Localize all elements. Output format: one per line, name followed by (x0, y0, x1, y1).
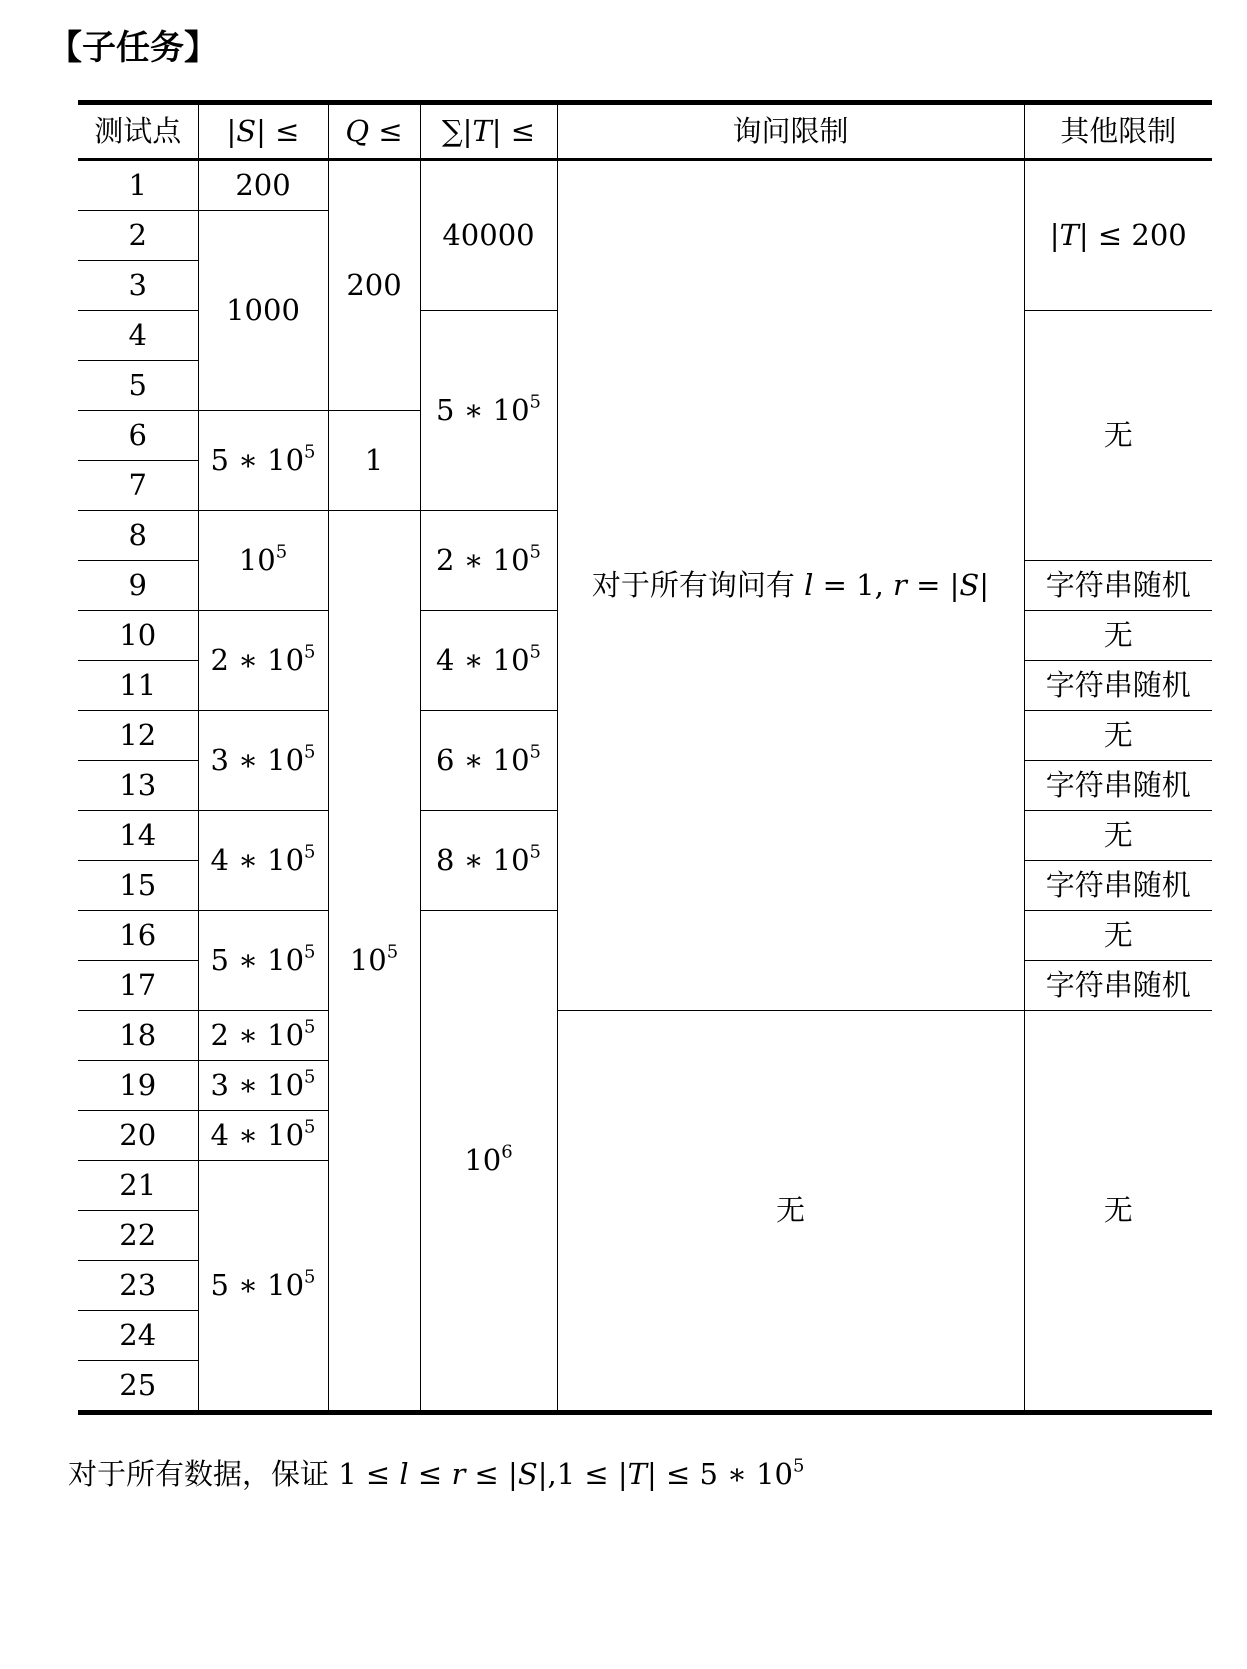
test-id: 13 (78, 761, 198, 811)
other-limit: 无 (1024, 611, 1212, 661)
other-limit: 字符串随机 (1024, 661, 1212, 711)
subtask-table (78, 100, 1212, 1415)
table-row (78, 1011, 1212, 1061)
other-limit: 字符串随机 (1024, 861, 1212, 911)
s-limit: 3 ∗ $10^5$ (198, 711, 328, 811)
other-limit: 无 (1024, 811, 1212, 861)
other-limit: 无 (1024, 711, 1212, 761)
q-limit: $10^5$ (328, 511, 420, 1413)
s-limit: 5 ∗ $10^5$ (198, 411, 328, 511)
other-limit: 字符串随机 (1024, 561, 1212, 611)
header-other-limit: 其他限制 (1024, 103, 1212, 160)
s-limit: 2 ∗ $10^5$ (198, 1011, 328, 1061)
test-id: 19 (78, 1061, 198, 1111)
s-limit: 5 ∗ $10^5$ (198, 1161, 328, 1413)
sum-t-limit: $10^6$ (420, 911, 557, 1413)
test-id: 1 (78, 160, 198, 211)
query-limit: 对于所有询问有 l = 1, r = |S| (557, 160, 1024, 1011)
s-limit: 2 ∗ $10^5$ (198, 611, 328, 711)
header-s-length: |S| ≤ (198, 103, 328, 160)
sum-t-limit: 8 ∗ $10^5$ (420, 811, 557, 911)
test-id: 10 (78, 611, 198, 661)
table-row (78, 160, 1212, 211)
other-limit: 字符串随机 (1024, 761, 1212, 811)
data-guarantee-note: 对于所有数据，保证 1 ≤ l ≤ r ≤ |S|,1 ≤ |T| ≤ 5 ∗ $10^5$ (68, 1455, 805, 1491)
test-id: 11 (78, 661, 198, 711)
test-id: 6 (78, 411, 198, 461)
header-row (78, 103, 1212, 160)
test-id: 14 (78, 811, 198, 861)
query-limit: 无 (557, 1011, 1024, 1413)
test-id: 21 (78, 1161, 198, 1211)
s-limit: $10^5$ (198, 511, 328, 611)
sum-t-limit: 4 ∗ $10^5$ (420, 611, 557, 711)
q-limit: 1 (328, 411, 420, 511)
other-limit: |T| ≤ 200 (1024, 160, 1212, 311)
test-id: 15 (78, 861, 198, 911)
section-title: 【子任务】 (48, 28, 218, 68)
test-id: 22 (78, 1211, 198, 1261)
test-id: 12 (78, 711, 198, 761)
sum-t-limit: 6 ∗ $10^5$ (420, 711, 557, 811)
other-limit: 无 (1024, 911, 1212, 961)
test-id: 24 (78, 1311, 198, 1361)
header-q: Q ≤ (328, 103, 420, 160)
other-limit: 无 (1024, 311, 1212, 561)
test-id: 8 (78, 511, 198, 561)
test-id: 2 (78, 211, 198, 261)
test-id: 25 (78, 1361, 198, 1413)
test-id: 3 (78, 261, 198, 311)
s-limit: 4 ∗ $10^5$ (198, 811, 328, 911)
test-id: 20 (78, 1111, 198, 1161)
s-limit: 4 ∗ $10^5$ (198, 1111, 328, 1161)
test-id: 23 (78, 1261, 198, 1311)
test-id: 7 (78, 461, 198, 511)
sum-t-limit: 40000 (420, 160, 557, 311)
other-limit: 无 (1024, 1011, 1212, 1413)
s-limit: 3 ∗ $10^5$ (198, 1061, 328, 1111)
s-limit: 5 ∗ $10^5$ (198, 911, 328, 1011)
s-limit: 200 (198, 160, 328, 211)
header-test: 测试点 (78, 103, 198, 160)
test-id: 18 (78, 1011, 198, 1061)
test-id: 16 (78, 911, 198, 961)
other-limit: 字符串随机 (1024, 961, 1212, 1011)
test-id: 9 (78, 561, 198, 611)
sum-t-limit: 2 ∗ $10^5$ (420, 511, 557, 611)
s-limit: 1000 (198, 211, 328, 411)
sum-t-limit: 5 ∗ $10^5$ (420, 311, 557, 511)
header-sum-t: ∑|T| ≤ (420, 103, 557, 160)
q-limit: 200 (328, 160, 420, 411)
test-id: 17 (78, 961, 198, 1011)
test-id: 4 (78, 311, 198, 361)
test-id: 5 (78, 361, 198, 411)
header-query-limit: 询问限制 (557, 103, 1024, 160)
